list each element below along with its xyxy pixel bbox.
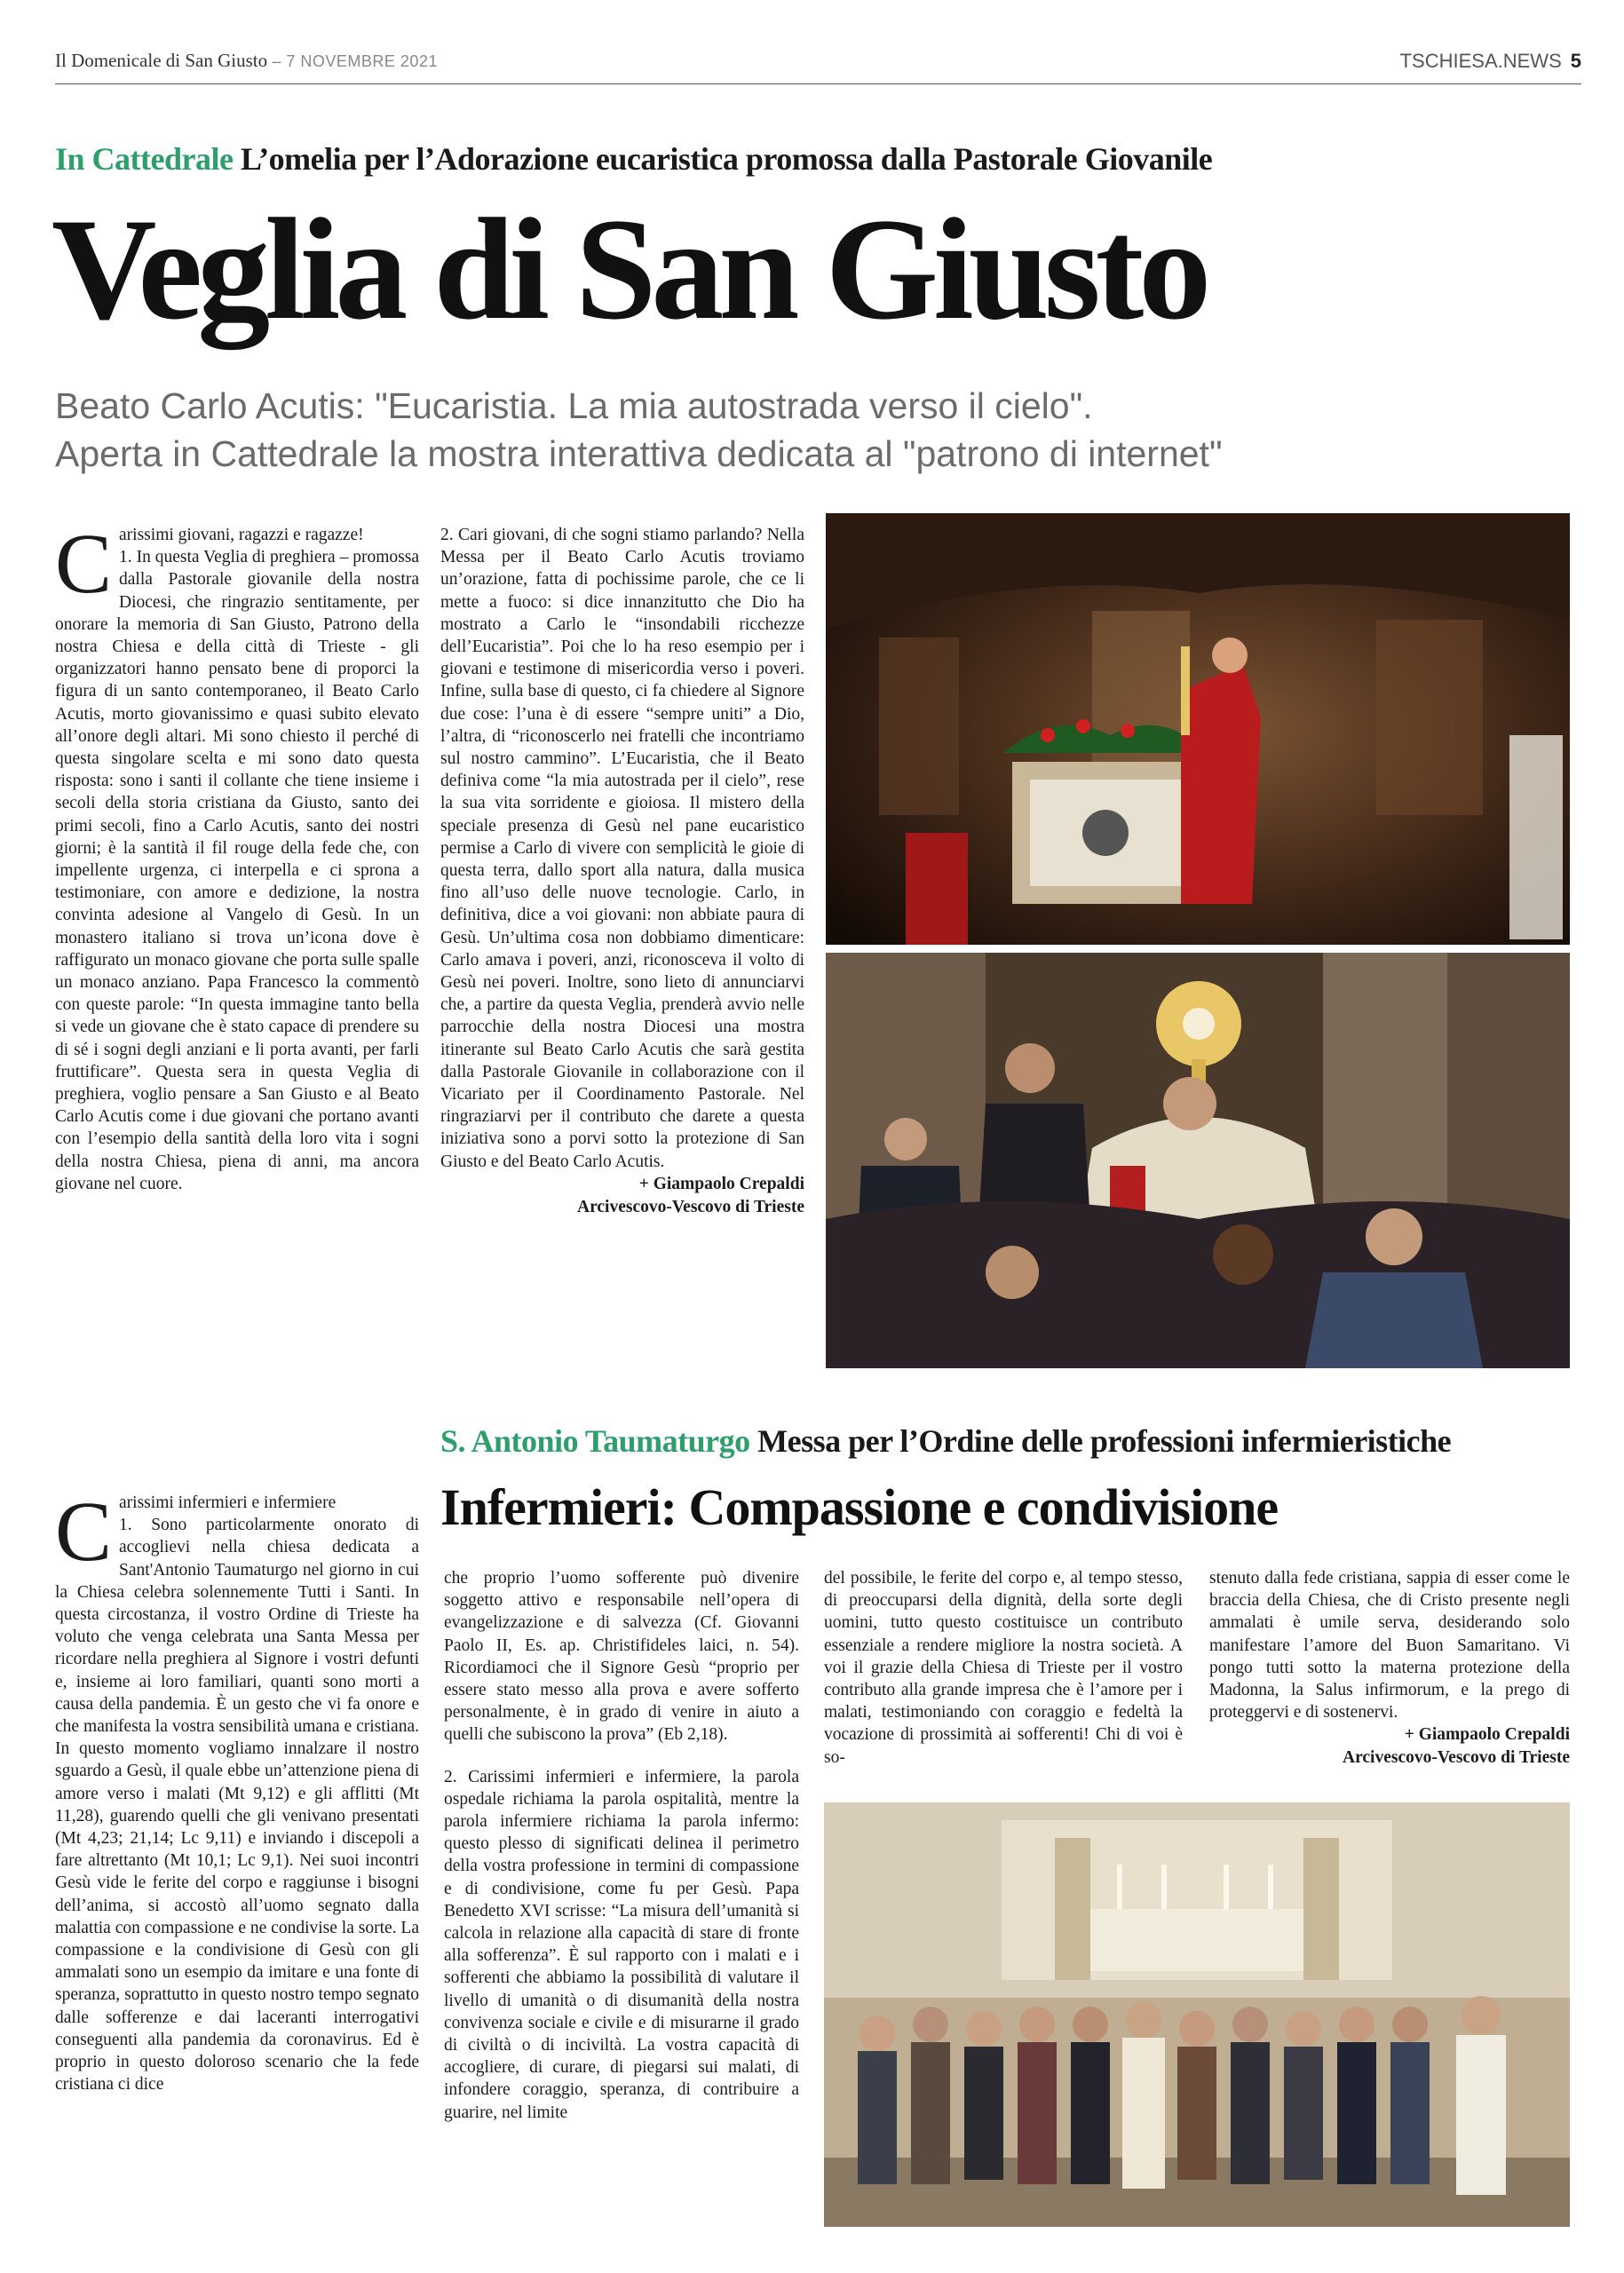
article1-headline: Veglia di San Giusto bbox=[51, 189, 1207, 350]
website-link[interactable]: TSCHIESA.NEWS bbox=[1399, 50, 1562, 72]
publication-name: Il Domenicale di San Giusto bbox=[55, 50, 268, 71]
article1-column-1 bbox=[55, 516, 419, 1195]
issue-date: – 7 NOVEMBRE 2021 bbox=[272, 52, 438, 70]
article2-column-1 bbox=[55, 1484, 419, 2095]
article1-signature-title: Arcivescovo-Vescovo di Trieste bbox=[577, 1197, 804, 1216]
article2-headline: Infermieri: Compassione e condivisione bbox=[440, 1478, 1279, 1536]
article1-dropcap: C bbox=[55, 516, 113, 611]
article2-col2-body-a: che proprio l’uomo sofferente può divenire soggetto attivo e responsabile nell’opera di evangelizzazione e di salvezza (Cf. Giovanni Paolo II, Es. ap. Christifideles laici, n. 54). Ricordiamoci che il Signore Gesù “proprio per essere stato messo alla prova e avere sofferto personalmente, è in grado di venire in aiuto a quelli che subiscono la prova” (Eb 2,18). bbox=[444, 1569, 799, 1745]
article2-kicker-text: Messa per l’Ordine delle professioni infermieristiche bbox=[757, 1423, 1452, 1459]
page-number: 5 bbox=[1570, 50, 1581, 72]
article2-lead: arissimi infermieri e infermiere bbox=[119, 1493, 337, 1512]
article1-lead: arissimi giovani, ragazzi e ragazze! bbox=[119, 526, 364, 544]
article1-kicker bbox=[55, 140, 1212, 178]
article2-signature bbox=[1209, 1723, 1570, 1770]
article1-col2-body: 2. Cari giovani, di che sogni stiamo parlando? Nella Messa per il Beato Carlo Acutis troviamo un’orazione, fatta di pochissime parole, che ce li mette a fuoco: si dice innanzitutto che Dio ha mostrato a Carlo le “insondabili ricchezze dell’Eucaristia”. Poi che lo ha reso esempio per i giovani e testimone di misericordia verso i poveri. Infine, sulla base di questo, ci fa chiedere al Signore due cose: l’una è di essere “sempre uniti” a Dio, l’altra, di “riconoscerlo nei fratelli che incontriamo sul nostro cammino”. L’Eucaristia, che il Beato definiva come “la mia autostrada per il cielo”, rese la sua vita sorridente e gioiosa. Il mistero della speciale presenza di Gesù nel pane eucaristico permise a Carlo di vivere con semplicità le gioie di questa terra, dallo sport alla natura, dalla musica fino all’uso delle nuove tecnologie. Carlo, in definitiva, dice a voi giovani: non abbiate paura di Gesù. Un’ultima cosa non dobbiamo dimenticare: Carlo amava i poveri, anzi, riconosceva il volto di Gesù nei poveri. Inoltre, sono lieto di annunciarvi che, a partire da questa Veglia, prenderà avvio nelle parrocchie della nostra Diocesi una mostra itinerante sul Beato Carlo Acutis che sarà gestita dalla Pastorale Giovanile in collaborazione con il Vicariato per il Coordinamento Pastorale. Nel ringraziarvi per il contributo che darete a questa iniziativa sono a porvi sotto la protezione di San Giusto e del Beato Carlo Acutis. bbox=[440, 526, 804, 1171]
photo-procession-monstrance bbox=[826, 953, 1570, 1368]
article1-subhead-line2: Aperta in Cattedrale la mostra interattiva dedicata al "patrono di internet" bbox=[55, 433, 1223, 474]
article2-col2-body-b: 2. Carissimi infermieri e infermiere, la parola ospedale richiama la parola ospitalità, mentre la parola infermiere richiama la parola infermo: questo plesso di significati delinea il perimetro della vostra professione in termini di compassione e di condivisione, come fu per Gesù. Papa Benedetto XVI scrisse: “La misura dell’umanità si calcola in relazione alla capacità di stare di fronte alla sofferenza”. È sul rapporto con i malati e i sofferenti che abbiamo la possibilità di valutare il livello di umanità o di disumanità della nostra convivenza sociale e civile e di misurarne il grado di civiltà o di inciviltà. La vostra capacità di accogliere, di curare, di piegarsi sui malati, di infondere coraggio, speranza, di contribuire a guarire, nel limite bbox=[444, 1767, 799, 2122]
article1-col1-body: 1. In questa Veglia di preghiera – promossa dalla Pastorale giovanile della nostra Diocesi, che ringrazio sentitamente, per onorare la memoria di San Giusto, Patrono della nostra Chiesa e della città di Trieste - gli organizzatori hanno pensato bene di proporci la figura di un santo contemporaneo, il Beato Carlo Acutis, morto giovanissimo e quasi subito elevato all’onore degli altari. Mi sono chiesto il perché di questa singolare scelta e mi sono dato questa risposta: sono i santi il collante che tiene insieme i secoli della storia cristiana da Giusto, santo dei primi secoli, fino a Carlo Acutis, santo dei nostri giorni; è la santità il fil rouge della fede che, con impellente urgenza, ci interpella e ci sprona a testimoniare, con amore e dedizione, la nostra convinta adesione al Vangelo di Gesù. In un monastero italiano si trova un’icona dove è raffigurato un monaco giovane che porta sulle spalle un monaco anziano. Papa Francesco la commentò con queste parole: “In questa immagine tanto bella si vede un giovane che è stato capace di prendere su di sé i sogni degli anziani e li porta avanti, per farli fruttificare”. Questa sera in questa Veglia di preghiera, voglio pensare a San Giusto e al Beato Carlo Acutis come i due giovani che portano avanti con l’esempio della santità della loro vita i sogni della nostra Chiesa, piena di anni, ma ancora giovane nel cuore. bbox=[55, 548, 419, 1193]
article2-col3-body: del possibile, le ferite del corpo e, al tempo stesso, di preoccuparsi della dignità, della sorte degli uomini, tutto questo costituisce un contributo essenziale a rendere migliore la nostra società. A voi il grazie della Chiesa di Trieste per il vostro contributo alla grande impresa che è l’amore per i malati, testimoniando con coraggio e fedeltà la vocazione di prossimità ai sofferenti! Chi di voi è so- bbox=[824, 1569, 1183, 1767]
photo-altar-crypt bbox=[826, 513, 1570, 945]
article2-signature-title: Arcivescovo-Vescovo di Trieste bbox=[1343, 1748, 1570, 1768]
article2-column-2 bbox=[444, 1567, 799, 2124]
article2-kicker-section: S. Antonio Taumaturgo bbox=[440, 1423, 750, 1459]
article2-col4-body: stenuto dalla fede cristiana, sappia di esser come le braccia della Chiesa, che di Cristo presente negli ammalati è umile serva, desiderando solo manifestare l’amore del Buon Samaritano. Vi pongo tutti sotto la materna protezione della Madonna, la Salus infirmorum, e la prego di proteggervi e di sostenervi. bbox=[1209, 1569, 1570, 1723]
article1-subhead bbox=[55, 382, 1343, 478]
article2-column-4 bbox=[1209, 1567, 1570, 1770]
masthead-website bbox=[1400, 50, 1581, 73]
article2-dropcap: C bbox=[55, 1484, 113, 1579]
article1-signature-name: + Giampaolo Crepaldi bbox=[638, 1174, 804, 1193]
article2-col1-body: 1. Sono particolarmente onorato di accoglievi nella chiesa dedicata a Sant'Antonio Taumaturgo nel giorno in cui la Chiesa celebra solennemente Tutti i Santi. In questa circostanza, il vostro Ordine di Trieste ha voluto che venga celebrata una Santa Messa per ricordare nella preghiera al Signore i vostri defunti e, insieme ai loro familiari, quanti sono morti a causa della pandemia. È un gesto che vi fa onore e che manifesta la vostra sensibilità umana e cristiana. In questo momento vogliamo innalzare il nostro sguardo a Gesù, il quale ebbe un’attenzione piena di amore verso i malati (Mt 9,12) e gli afflitti (Mt 11,28), guarendo quelli che gli venivano presentati (Mt 4,23; 21,14; Lc 9,11) e inviando i discepoli a fare altrettanto (Mt 10,1; Lc 9,1). Nei suoi incontri Gesù vide le ferite del corpo e raggiunse i bisogni dell’anima, si accostò all’uomo segnato dalla malattia con compassione e ne condivise la sorte. La compassione e la condivisione di Gesù con gli ammalati sono un esempio da imitare e una fonte di speranza, soprattutto in questo nostro tempo segnato dalle sofferenze e dai laceranti interrogativi conseguenti alla pandemia da coronavirus. Ed è proprio in questo doloroso scenario che la fede cristiana ci dice bbox=[55, 1516, 419, 2095]
photo-nurses-group bbox=[824, 1802, 1570, 2227]
article2-column-3 bbox=[824, 1567, 1183, 1769]
article1-kicker-section: In Cattedrale bbox=[55, 141, 234, 177]
article1-signature bbox=[440, 1173, 804, 1219]
masthead-publication bbox=[55, 50, 438, 72]
header-rule bbox=[55, 83, 1581, 84]
article1-kicker-text: L’omelia per l’Adorazione eucaristica promossa dalla Pastorale Giovanile bbox=[240, 141, 1213, 177]
article2-kicker bbox=[440, 1422, 1451, 1460]
article1-subhead-line1: Beato Carlo Acutis: "Eucaristia. La mia autostrada verso il cielo". bbox=[55, 385, 1093, 426]
article2-signature-name: + Giampaolo Crepaldi bbox=[1404, 1725, 1570, 1745]
article1-column-2 bbox=[440, 524, 804, 1219]
